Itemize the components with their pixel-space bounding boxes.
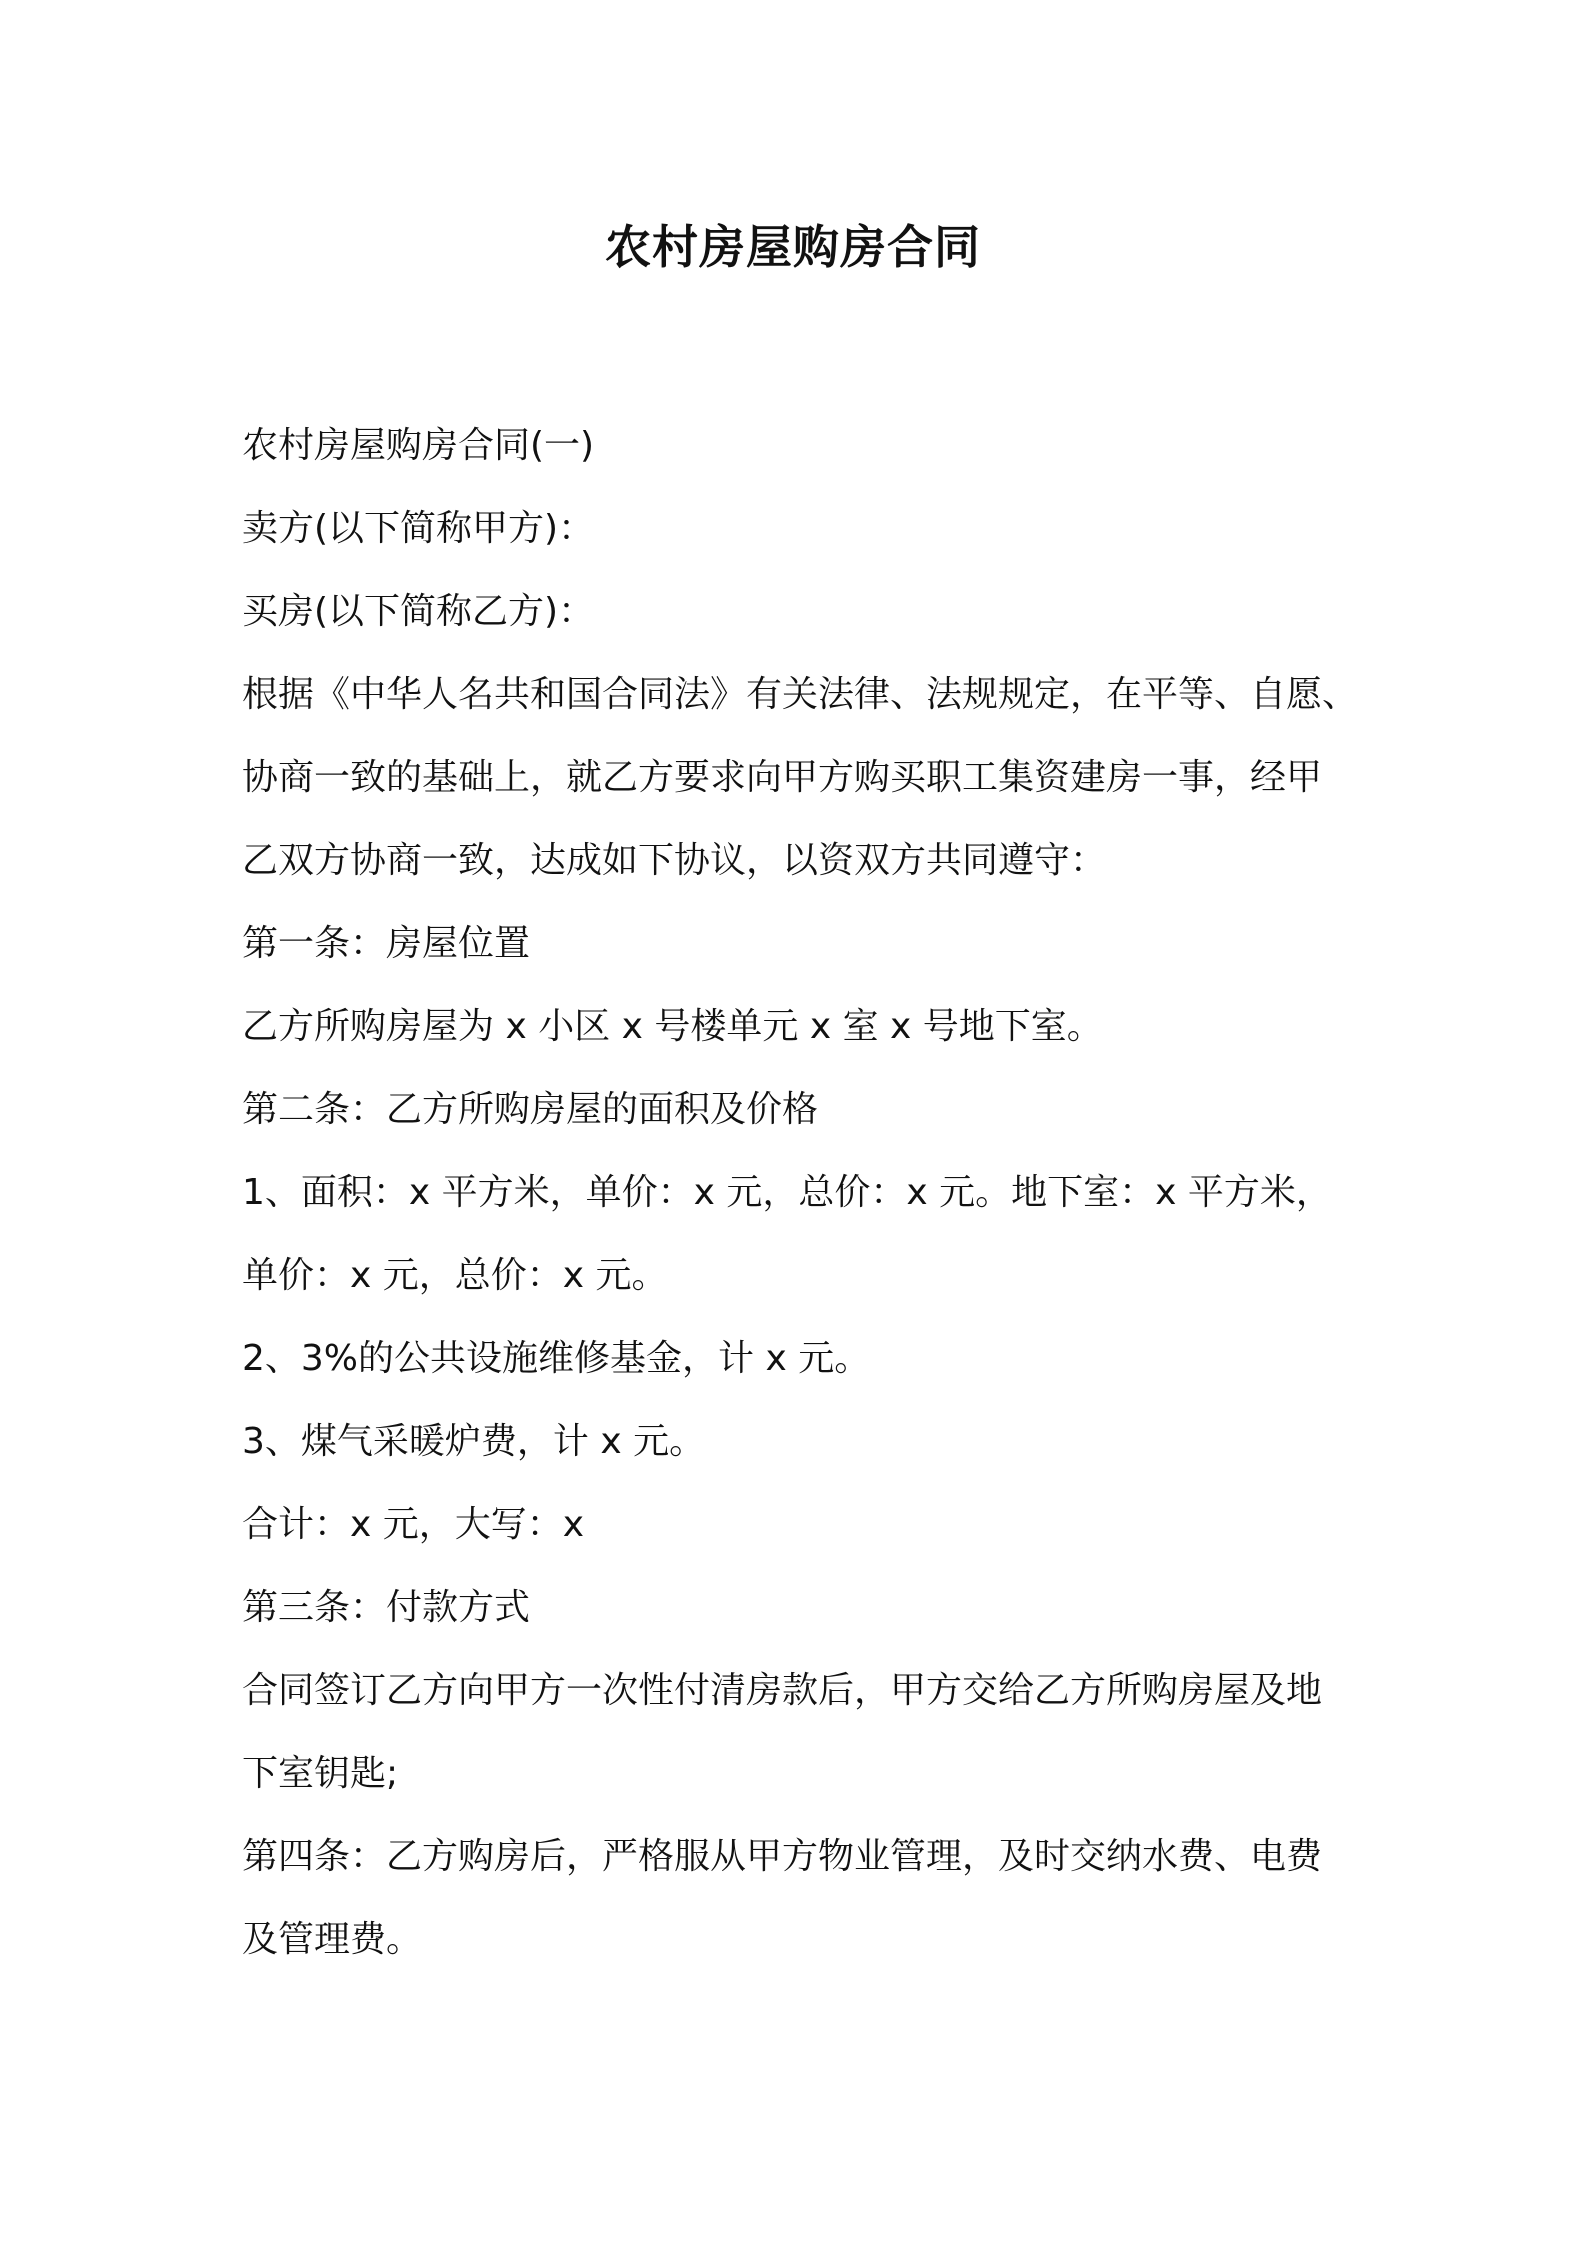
paragraph-line: 协商一致的基础上，就乙方要求向甲方购买职工集资建房一事，经甲: [242, 757, 1323, 798]
paragraph-line: 合计：x 元，大写：x: [242, 1504, 585, 1545]
paragraph-line: 单价：x 元，总价：x 元。: [242, 1255, 668, 1296]
paragraph-line: 及管理费。: [242, 1919, 423, 1960]
paragraph-line: 乙方所购房屋为 x 小区 x 号楼单元 x 室 x 号地下室。: [242, 1006, 1103, 1047]
paragraph-line: 3、煤气采暖炉费，计 x 元。: [242, 1421, 706, 1462]
paragraph-line: 合同签订乙方向甲方一次性付清房款后，甲方交给乙方所购房屋及地: [242, 1670, 1323, 1711]
paragraph-line: 卖方(以下简称甲方)：: [242, 508, 595, 549]
paragraph-line: 1、面积：x 平方米，单价：x 元，总价：x 元。地下室：x 平方米，: [242, 1172, 1332, 1213]
paragraph-line: 乙双方协商一致，达成如下协议，以资双方共同遵守：: [242, 840, 1107, 881]
document-title: 农村房屋购房合同: [605, 220, 981, 274]
paragraph-line: 第一条：房屋位置: [242, 923, 531, 964]
paragraph-line: 农村房屋购房合同(一): [242, 425, 595, 466]
paragraph-line: 根据《中华人名共和国合同法》有关法律、法规规定，在平等、自愿、: [242, 674, 1359, 715]
document-body: [242, 404, 1362, 1981]
paragraph-line: 第二条：乙方所购房屋的面积及价格: [242, 1089, 819, 1130]
paragraph-line: 第四条：乙方购房后，严格服从甲方物业管理，及时交纳水费、电费: [242, 1836, 1323, 1877]
paragraph-line: 2、3%的公共设施维修基金，计 x 元。: [242, 1338, 871, 1379]
paragraph-line: 买房(以下简称乙方)：: [242, 591, 595, 632]
paragraph-line: 第三条：付款方式: [242, 1587, 531, 1628]
paragraph-line: 下室钥匙;: [242, 1753, 399, 1794]
